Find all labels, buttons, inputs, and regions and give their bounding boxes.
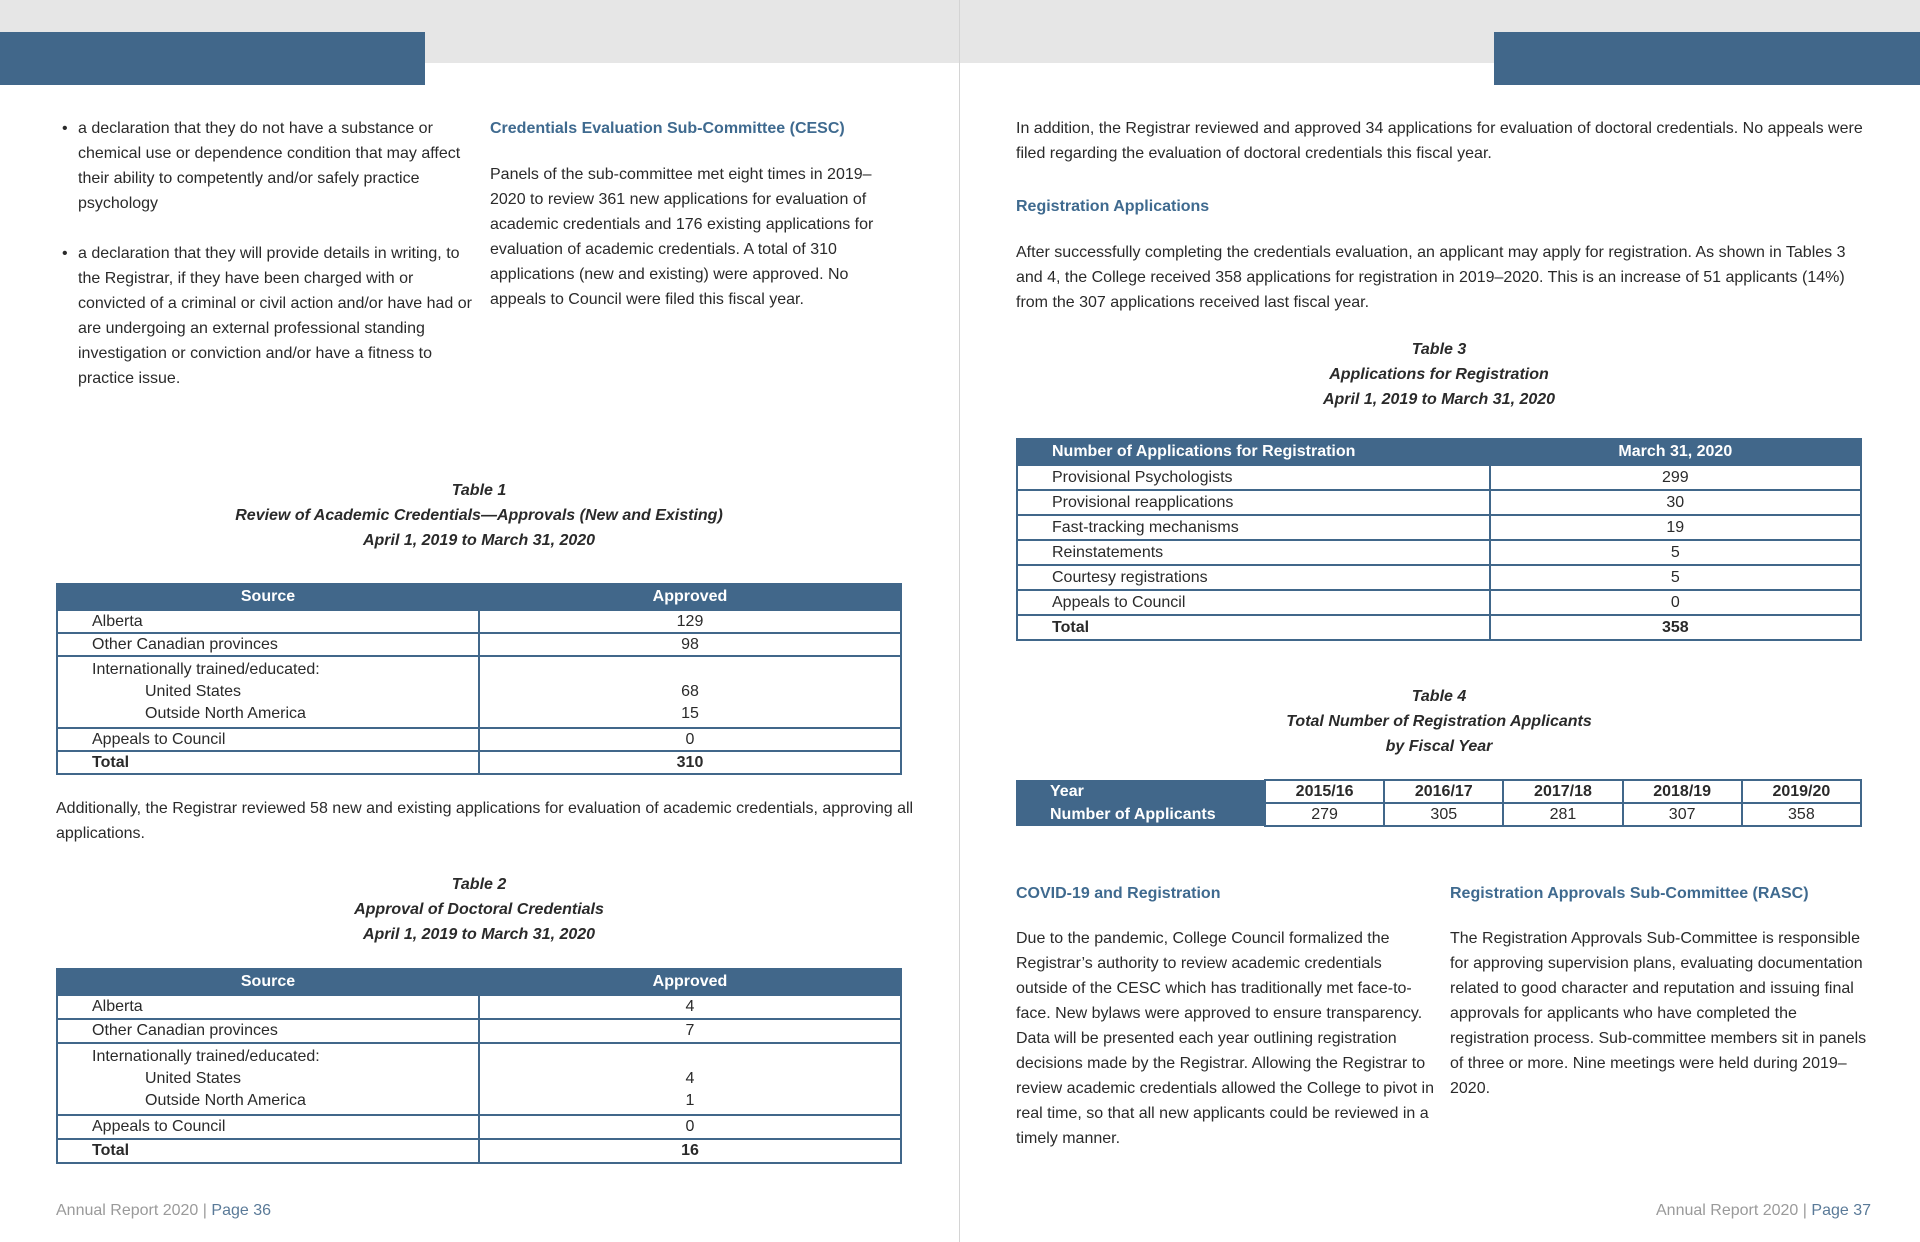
table-row: [57, 1115, 901, 1139]
row-label: Appeals to Council: [57, 1115, 479, 1139]
row-value: 30: [1490, 490, 1861, 515]
row-value: 0: [1490, 590, 1861, 615]
row-label-text: Internationally trained/educated:: [92, 661, 320, 678]
row-value: [479, 656, 901, 728]
table4-applicants-by-year: [1016, 779, 1862, 827]
sub-row-label: Outside North America: [145, 1092, 306, 1109]
row-header: Year: [1016, 780, 1265, 803]
total-row: [57, 751, 901, 774]
table-row: [1017, 490, 1861, 515]
row-value: 98: [479, 633, 901, 656]
table2-caption: [56, 872, 902, 947]
table-number: Table 1: [451, 482, 507, 499]
table-period: April 1, 2019 to March 31, 2020: [362, 532, 596, 549]
table-period: April 1, 2019 to March 31, 2020: [1322, 391, 1556, 408]
row-header: Number of Applicants: [1016, 803, 1265, 826]
table-title: Approval of Doctoral Credentials: [354, 901, 604, 918]
table-header-row: [57, 584, 901, 610]
year-row: [1016, 780, 1861, 803]
row-value: 7: [479, 1019, 901, 1043]
list-item: • a declaration that they do not have a substance or chemical use or dependence condition that may affect their ability to competently and/or safely practice psychology: [78, 116, 478, 216]
year-cell: 2019/20: [1742, 780, 1861, 803]
row-label: Total: [57, 751, 479, 774]
spacer: [480, 659, 900, 681]
total-row: [1017, 615, 1861, 640]
column-header: Number of Applications for Registration: [1017, 439, 1490, 465]
row-label-text: Internationally trained/educated:: [92, 1048, 320, 1065]
applicants-row: [1016, 803, 1861, 826]
row-label: [57, 656, 479, 728]
rasc-heading: Registration Approvals Sub-Committee (RASC): [1450, 885, 1809, 902]
sub-row-value: 15: [681, 705, 699, 722]
table4-caption: [1016, 684, 1862, 759]
sub-row-value: 1: [685, 1092, 695, 1109]
additional-paragraph: Additionally, the Registrar reviewed 58 new and existing applications for evaluation of academic credentials, approving all applications.: [56, 800, 914, 842]
report-name: Annual Report 2020: [56, 1202, 199, 1219]
table3-caption: [1016, 337, 1862, 412]
table-row: [1017, 540, 1861, 565]
registration-paragraph: After successfully completing the credentials evaluation, an applicant may apply for registration. As shown in Tables 3 and 4, the College received 358 applications for registration in 2019–2020. This is an increase of 51 applicants (14%) from the 307 applications received last fiscal year.: [1016, 244, 1846, 311]
table-row: [57, 1019, 901, 1043]
row-label: Total: [57, 1139, 479, 1163]
table-header-row: [1017, 439, 1861, 465]
row-label: Other Canadian provinces: [57, 1019, 479, 1043]
row-value: 299: [1490, 465, 1861, 490]
page-spread-divider: [959, 0, 960, 1242]
applicants-cell: 279: [1265, 803, 1384, 826]
registration-applications-heading: Registration Applications: [1016, 198, 1210, 215]
table1-caption: [56, 478, 902, 553]
row-label: Alberta: [57, 610, 479, 633]
row-value: 0: [479, 1115, 901, 1139]
row-value: 16: [479, 1139, 901, 1163]
table-title: Total Number of Registration Applicants: [1286, 713, 1592, 730]
requirements-list: [78, 116, 478, 416]
table-number: Table 2: [451, 876, 507, 893]
covid-heading: COVID-19 and Registration: [1016, 885, 1221, 902]
row-label: Fast-tracking mechanisms: [1017, 515, 1490, 540]
table-row: [1017, 515, 1861, 540]
table2-doctoral-credentials: [56, 968, 902, 1164]
row-label: Reinstatements: [1017, 540, 1490, 565]
row-label: Courtesy registrations: [1017, 565, 1490, 590]
year-cell: 2016/17: [1384, 780, 1503, 803]
table-row: [57, 728, 901, 751]
right-footer: [1656, 1202, 1871, 1220]
table-title: Applications for Registration: [1329, 366, 1549, 383]
left-footer: [56, 1202, 271, 1220]
applicants-cell: 358: [1742, 803, 1861, 826]
table-row: [1017, 590, 1861, 615]
table-period: by Fiscal Year: [1385, 738, 1493, 755]
footer-separator: |: [1802, 1202, 1807, 1219]
table-row: [57, 633, 901, 656]
table-number: Table 4: [1411, 688, 1467, 705]
cesc-heading: Credentials Evaluation Sub-Committee (CESC): [490, 120, 845, 137]
table-number: Table 3: [1411, 341, 1467, 358]
total-row: [57, 1139, 901, 1163]
table-row: [57, 656, 901, 728]
row-value: [479, 1043, 901, 1115]
row-label: Total: [1017, 615, 1490, 640]
table-row: [1017, 565, 1861, 590]
row-value: 0: [479, 728, 901, 751]
row-value: 19: [1490, 515, 1861, 540]
list-item: • a declaration that they will provide details in writing, to the Registrar, if they have been charged with or convicted of a criminal or civil action and/or have had or are undergoing an external professional standing investigation or conviction and/or have a fitness to practice issue.: [78, 241, 478, 391]
column-header: Source: [57, 969, 479, 995]
sub-row-label: United States: [145, 683, 242, 700]
table-title: Review of Academic Credentials—Approvals (New and Existing): [235, 507, 723, 524]
rasc-paragraph: The Registration Approvals Sub-Committee is responsible for approving supervision plans, evaluating documentation related to good character and reputation and issuing final approvals for applicants who have completed the registration process. Sub-committee members sit in panels of three or more. Nine meetings were held during 2019–2020.: [1450, 930, 1867, 1097]
page-number: Page 37: [1811, 1202, 1871, 1219]
row-label: Alberta: [57, 995, 479, 1019]
row-value: 310: [479, 751, 901, 774]
table-row: [1017, 465, 1861, 490]
intro-paragraph: In addition, the Registrar reviewed and approved 34 applications for evaluation of doctoral credentials. No appeals were filed regarding the evaluation of doctoral credentials this fiscal year.: [1016, 120, 1863, 162]
sub-row-value: 68: [681, 683, 699, 700]
report-name: Annual Report 2020: [1656, 1202, 1799, 1219]
applicants-cell: 307: [1623, 803, 1742, 826]
table-row: [57, 1043, 901, 1115]
row-value: 358: [1490, 615, 1861, 640]
year-cell: 2017/18: [1503, 780, 1622, 803]
row-value: 5: [1490, 565, 1861, 590]
applicants-cell: 281: [1503, 803, 1622, 826]
cesc-paragraph: Panels of the sub-committee met eight times in 2019–2020 to review 361 new applications for evaluation of academic credentials and 176 existing applications for evaluation of academic credentials. A total of 310 applications (new and existing) were approved. No appeals to Council were filed this fiscal year.: [490, 166, 874, 308]
footer-separator: |: [202, 1202, 207, 1219]
row-label: Provisional Psychologists: [1017, 465, 1490, 490]
row-label: Appeals to Council: [1017, 590, 1490, 615]
right-header-bar: [1494, 32, 1920, 85]
left-header-bar: [0, 32, 425, 85]
table-row: [57, 995, 901, 1019]
covid-paragraph: Due to the pandemic, College Council formalized the Registrar’s authority to review academic credentials outside of the CESC which has traditionally met face-to-face. New bylaws were approved to ensure transparency. Data will be presented each year outlining registration decisions made by the Registrar. Allowing the Registrar to review academic credentials allowed the College to pivot in real time, so that all new applicants could be reviewed in a timely manner.: [1016, 930, 1434, 1147]
sub-row-value: 4: [685, 1070, 695, 1087]
year-cell: 2015/16: [1265, 780, 1384, 803]
table1-academic-credentials: [56, 583, 902, 775]
table3-applications-for-registration: [1016, 438, 1862, 641]
row-value: 4: [479, 995, 901, 1019]
column-header: March 31, 2020: [1490, 439, 1861, 465]
sub-row-label: United States: [145, 1070, 242, 1087]
page-number: Page 36: [211, 1202, 271, 1219]
table-period: April 1, 2019 to March 31, 2020: [362, 926, 596, 943]
row-label: Appeals to Council: [57, 728, 479, 751]
row-value: 129: [479, 610, 901, 633]
column-header: Approved: [479, 969, 901, 995]
sub-row-label: Outside North America: [145, 705, 306, 722]
column-header: Source: [57, 584, 479, 610]
applicants-cell: 305: [1384, 803, 1503, 826]
row-label: Provisional reapplications: [1017, 490, 1490, 515]
spacer: [480, 1046, 900, 1068]
column-header: Approved: [479, 584, 901, 610]
row-label: Other Canadian provinces: [57, 633, 479, 656]
row-label: [57, 1043, 479, 1115]
table-row: [57, 610, 901, 633]
table-header-row: [57, 969, 901, 995]
row-value: 5: [1490, 540, 1861, 565]
year-cell: 2018/19: [1623, 780, 1742, 803]
